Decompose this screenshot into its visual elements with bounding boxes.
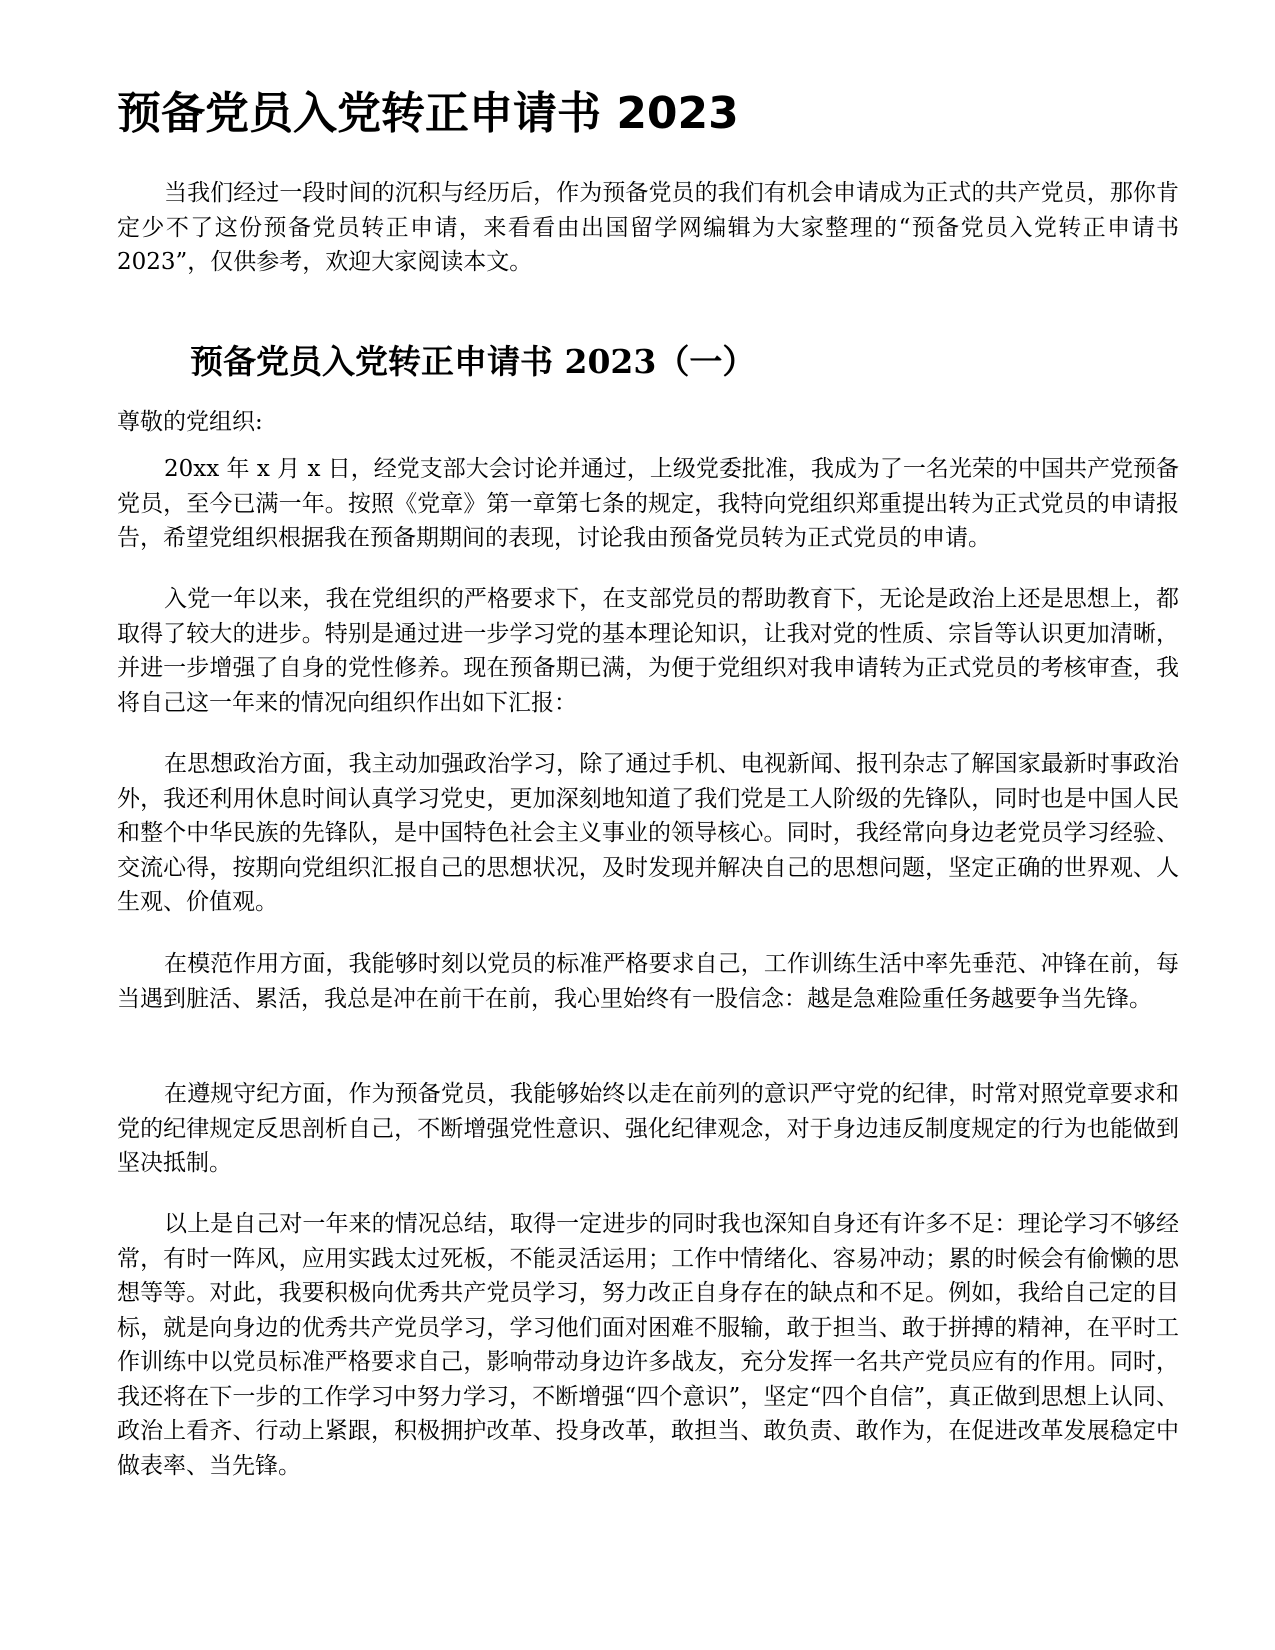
- section-title: 预备党员入党转正申请书 2023（一）: [190, 342, 756, 381]
- salutation: 尊敬的党组织:: [117, 409, 263, 435]
- body-paragraph: 在遵规守纪方面，作为预备党员，我能够始终以走在前列的意识严守党的纪律，时常对照党章要求和党的纪律规定反思剖析自己，不断增强党性意识、强化纪律观念，对于身边违反制度规定的行为也能做到坚决抵制。: [117, 1081, 1179, 1176]
- body-paragraph: 20xx 年 x 月 x 日，经党支部大会讨论并通过，上级党委批准，我成为了一名光荣的中国共产党预备党员，至今已满一年。按照《党章》第一章第七条的规定，我特向党组织郑重提出转为正式党员的申请报告，希望党组织根据我在预备期期间的表现，讨论我由预备党员转为正式党员的申请。: [117, 456, 1179, 551]
- body-paragraph: 以上是自己对一年来的情况总结，取得一定进步的同时我也深知自身还有许多不足：理论学习不够经常，有时一阵风，应用实践太过死板，不能灵活运用；工作中情绪化、容易冲动；累的时候会有偷懒的思想等等。对此，我要积极向优秀共产党员学习，努力改正自身存在的缺点和不足。例如，我给自己定的目标，就是向身边的优秀共产党员学习，学习他们面对困难不服输，敢于担当、敢于拼搏的精神，在平时工作训练中以党员标准严格要求自己，影响带动身边许多战友，充分发挥一名共产党员应有的作用。同时，我还将在下一步的工作学习中努力学习，不断增强“四个意识”，坚定“四个自信”，真正做到思想上认同、政治上看齐、行动上紧跟，积极拥护改革、投身改革，敢担当、敢负责、敢作为，在促进改革发展稳定中做表率、当先锋。: [117, 1211, 1179, 1479]
- document-title: 预备党员入党转正申请书 2023: [117, 88, 739, 139]
- body-paragraph: 在模范作用方面，我能够时刻以党员的标准严格要求自己，工作训练生活中率先垂范、冲锋在前，每当遇到脏活、累活，我总是冲在前干在前，我心里始终有一股信念：越是急难险重任务越要争当先锋。: [117, 951, 1179, 1012]
- body-paragraph: 入党一年以来，我在党组织的严格要求下，在支部党员的帮助教育下，无论是政治上还是思想上，都取得了较大的进步。特别是通过进一步学习党的基本理论知识，让我对党的性质、宗旨等认识更加清晰，并进一步增强了自身的党性修养。现在预备期已满，为便于党组织对我申请转为正式党员的考核审查，我将自己这一年来的情况向组织作出如下汇报：: [117, 586, 1179, 716]
- intro-paragraph: 当我们经过一段时间的沉积与经历后，作为预备党员的我们有机会申请成为正式的共产党员，那你肯定少不了这份预备党员转正申请，来看看由出国留学网编辑为大家整理的“预备党员入党转正申请书 2023”，仅供参考，欢迎大家阅读本文。: [117, 180, 1179, 275]
- body-paragraph: 在思想政治方面，我主动加强政治学习，除了通过手机、电视新闻、报刊杂志了解国家最新时事政治外，我还利用休息时间认真学习党史，更加深刻地知道了我们党是工人阶级的先锋队，同时也是中国人民和整个中华民族的先锋队，是中国特色社会主义事业的领导核心。同时，我经常向身边老党员学习经验、交流心得，按期向党组织汇报自己的思想状况，及时发现并解决自己的思想问题，坚定正确的世界观、人生观、价值观。: [117, 751, 1179, 915]
